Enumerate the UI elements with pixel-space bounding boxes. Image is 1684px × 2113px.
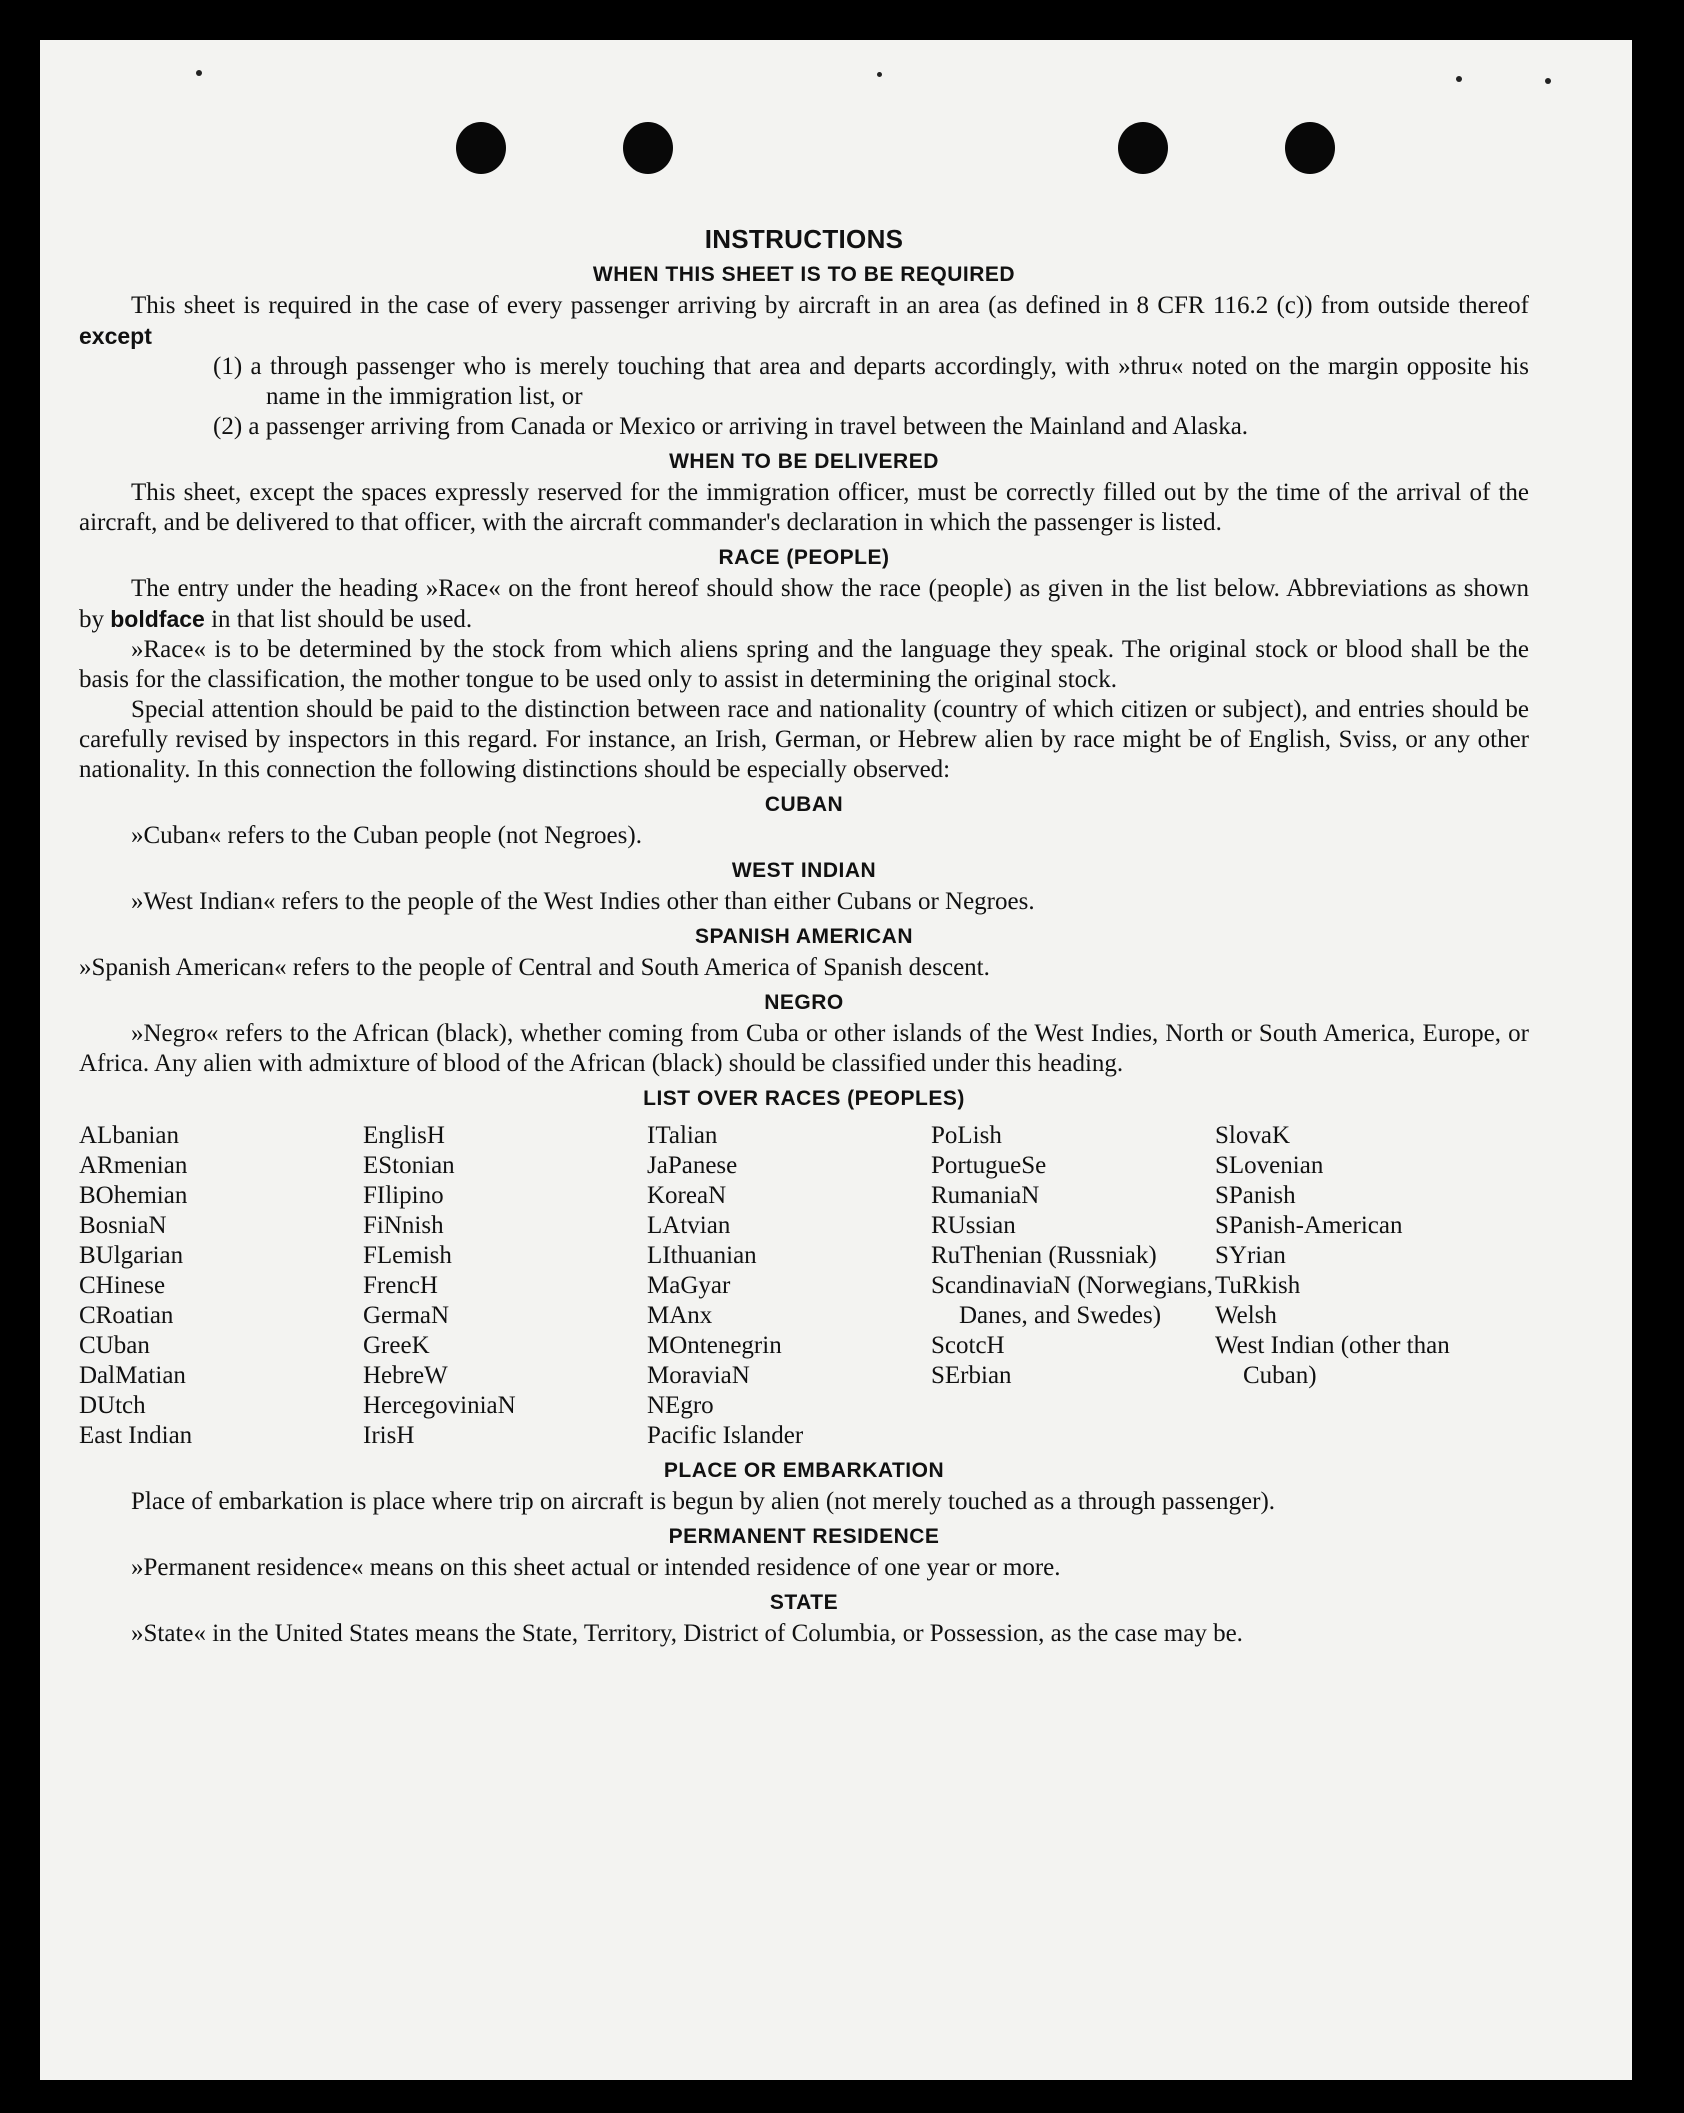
- section-heading: WHEN THIS SHEET IS TO BE REQUIRED: [592, 263, 1016, 286]
- race-list-item: ScotcH: [931, 1332, 1005, 1359]
- race-list-item: JaPanese: [647, 1152, 738, 1179]
- paragraph: Place of embarkation is place where trip on aircraft is begun by alien (not merely touched as a through passenger).: [131, 1488, 1276, 1515]
- race-list-item: ALbanian: [79, 1122, 179, 1149]
- speck: [196, 70, 202, 76]
- paragraph: This sheet is required in the case of every passenger arriving by aircraft in an area (as defined in 8 CFR 116.2 (c)) from outside thereof except: [79, 292, 1529, 349]
- race-list-item: FLemish: [363, 1242, 452, 1269]
- paragraph: »Permanent residence« means on this sheet actual or intended residence of one year or more.: [131, 1554, 1061, 1581]
- race-list-item: ScandinaviaN (Norwegians, Danes, and Swedes): [931, 1272, 1213, 1329]
- document-page: [40, 40, 1632, 2080]
- race-list-item: SYrian: [1215, 1242, 1286, 1269]
- list-item: (1) a through passenger who is merely touching that area and departs accordingly, with »thru« noted on the margin opposite his name in the immigration list, or: [213, 353, 1529, 410]
- race-list-item: RuThenian (Russniak): [931, 1242, 1157, 1269]
- race-list-item: TuRkish: [1215, 1272, 1301, 1299]
- race-list-item: LAtvian: [647, 1212, 731, 1239]
- race-list-item: CHinese: [79, 1272, 166, 1299]
- punch-hole-2: [623, 122, 673, 174]
- paragraph: »Spanish American« refers to the people of Central and South America of Spanish descent.: [79, 954, 990, 981]
- section-heading: SPANISH AMERICAN: [694, 925, 913, 948]
- race-list-item: BosniaN: [79, 1212, 167, 1239]
- race-list-item: EnglisH: [363, 1122, 445, 1149]
- race-list: [79, 1121, 1529, 1451]
- race-list-item: RumaniaN: [931, 1182, 1040, 1209]
- race-list-item: CUban: [79, 1332, 150, 1359]
- race-list-item: MOntenegrin: [647, 1332, 782, 1359]
- race-list-column: [1215, 1121, 1499, 1451]
- race-list-column: [79, 1121, 363, 1451]
- paragraph: »West Indian« refers to the people of the West Indies other than either Cubans or Negroes.: [131, 888, 1035, 915]
- race-list-item: ITalian: [647, 1122, 718, 1149]
- race-list-item: DUtch: [79, 1392, 146, 1419]
- punch-hole-4: [1285, 122, 1335, 174]
- race-list-item: Welsh: [1215, 1302, 1277, 1329]
- race-list-item: Pacific Islander: [647, 1422, 804, 1449]
- section-heading: CUBAN: [764, 793, 844, 816]
- race-list-item: SPanish: [1215, 1182, 1296, 1209]
- race-list-item: ARmenian: [79, 1152, 188, 1179]
- race-list-item: KoreaN: [647, 1182, 727, 1209]
- punch-hole-1: [456, 122, 506, 174]
- race-list-item: GreeK: [363, 1332, 430, 1359]
- race-list-item: LIthuanian: [647, 1242, 757, 1269]
- section-heading: NEGRO: [764, 991, 844, 1014]
- section-heading: STATE: [769, 1591, 839, 1614]
- race-list-item: HebreW: [363, 1362, 448, 1389]
- paragraph: »State« in the United States means the State, Territory, District of Columbia, or Possession, as the case may be.: [131, 1620, 1243, 1647]
- race-list-item: FrencH: [363, 1272, 438, 1299]
- race-list-item: SPanish-American: [1215, 1212, 1403, 1239]
- race-list-item: SErbian: [931, 1362, 1012, 1389]
- paragraph: »Race« is to be determined by the stock from which aliens spring and the language they speak. The original stock or blood shall be the basis for the classification, the mother tongue to be used only to assist in determining the original stock.: [79, 636, 1529, 693]
- race-list-item: MoraviaN: [647, 1362, 750, 1389]
- race-list-item: EStonian: [363, 1152, 455, 1179]
- race-list-item: CRoatian: [79, 1302, 174, 1329]
- race-list-column: [647, 1121, 931, 1451]
- race-list-item: MAnx: [647, 1302, 713, 1329]
- race-list-item: GermaN: [363, 1302, 450, 1329]
- race-list-item: FiNnish: [363, 1212, 444, 1239]
- punch-hole-3: [1118, 122, 1168, 174]
- paragraph: The entry under the heading »Race« on the front hereof should show the race (people) as given in the list below. Abbreviations as shown by boldface in that list should be used.: [79, 575, 1529, 633]
- race-list-column: [931, 1121, 1215, 1451]
- instructions-content: [79, 186, 1529, 1649]
- list-item: (2) a passenger arriving from Canada or Mexico or arriving in travel between the Mainland and Alaska.: [213, 413, 1249, 440]
- race-list-item: West Indian (other than Cuban): [1215, 1332, 1450, 1389]
- section-heading: LIST OVER RACES (PEOPLES): [643, 1087, 965, 1110]
- race-list-item: DalMatian: [79, 1362, 186, 1389]
- speck: [1545, 78, 1551, 84]
- section-heading: RACE (PEOPLE): [718, 546, 890, 569]
- page-title: INSTRUCTIONS: [704, 224, 904, 254]
- section-heading: WEST INDIAN: [731, 859, 877, 882]
- race-list-item: FIlipino: [363, 1182, 444, 1209]
- section-heading: PLACE OR EMBARKATION: [663, 1459, 945, 1482]
- race-list-item: MaGyar: [647, 1272, 731, 1299]
- race-list-item: IrisH: [363, 1422, 415, 1449]
- race-list-item: PortugueSe: [931, 1152, 1047, 1179]
- section-heading: PERMANENT RESIDENCE: [668, 1525, 940, 1548]
- race-list-item: East Indian: [79, 1422, 193, 1449]
- paragraph: Special attention should be paid to the distinction between race and nationality (country of which citizen or subject), and entries should be carefully revised by inspectors in this regard. For instance, an Irish, German, or Hebrew alien by race might be of English, Sviss, or any other nationality. In this connection the following distinctions should be especially observed:: [79, 696, 1529, 783]
- race-list-item: SLovenian: [1215, 1152, 1324, 1179]
- paragraph: »Cuban« refers to the Cuban people (not Negroes).: [131, 822, 642, 849]
- race-list-item: RUssian: [931, 1212, 1016, 1239]
- section-heading: WHEN TO BE DELIVERED: [669, 450, 939, 473]
- race-list-item: BUlgarian: [79, 1242, 184, 1269]
- speck: [877, 72, 882, 77]
- paragraph: »Negro« refers to the African (black), whether coming from Cuba or other islands of the West Indies, North or South America, Europe, or Africa. Any alien with admixture of blood of the African (black) should be classified under this heading.: [79, 1020, 1529, 1077]
- race-list-item: BOhemian: [79, 1182, 188, 1209]
- race-list-column: [363, 1121, 647, 1451]
- race-list-item: PoLish: [931, 1122, 1002, 1149]
- race-list-item: SlovaK: [1215, 1122, 1290, 1149]
- race-list-item: NEgro: [647, 1392, 714, 1419]
- paragraph: This sheet, except the spaces expressly reserved for the immigration officer, must be correctly filled out by the time of the arrival of the aircraft, and be delivered to that officer, with the aircraft commander's declaration in which the passenger is listed.: [79, 479, 1529, 536]
- race-list-item: HercegoviniaN: [363, 1392, 516, 1419]
- speck: [1456, 76, 1462, 82]
